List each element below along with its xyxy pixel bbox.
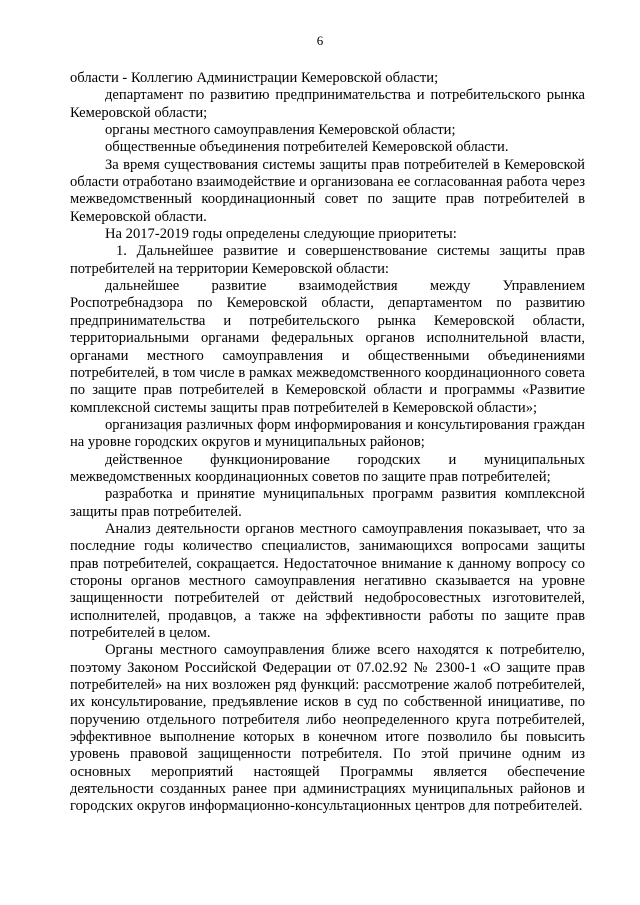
paragraph-continuation: области - Коллегию Администрации Кемеровской области; bbox=[70, 70, 439, 86]
paragraph-informing: организация различных форм информирования и консультирования граждан на уровне городских округов и муниципальных районов; bbox=[70, 416, 585, 451]
paragraph-public-associations: общественные объединения потребителей Кемеровской области. bbox=[105, 139, 509, 156]
paragraph-local-authorities: Органы местного самоуправления ближе всего находятся к потребителю, поэтому Законом Российской Федерации от 07.02.92 № 2300-1 «О защите прав потребителей» на них возложен ряд функций: рассмотрение жалоб потребителей, их консультирование, предъявление исков в суд по собственной инициативе, по поручению отдельного потребителя либо неопределенного круга потребителей, эффективное выполнение которых в конечном итоге позволило бы повысить уровень правовой защищенности потребителя. По этой причине одним из основных мероприятий настоящей Программы является обеспечение деятельности созданных ранее при администрациях муниципальных районов и городских округов информационно-консультационных центров для потребителей. bbox=[70, 642, 585, 815]
page-number: 6 bbox=[316, 33, 324, 48]
priority-item-1: 1. Дальнейшее развитие и совершенствование системы защиты прав потребителей на территории Кемеровской области: bbox=[70, 243, 585, 277]
paragraph-councils: действенное функционирование городских и муниципальных межведомственных координационных советов по защите прав потребителей; bbox=[70, 451, 585, 485]
paragraph-local-government: органы местного самоуправления Кемеровской области; bbox=[105, 122, 456, 139]
paragraph-analysis: Анализ деятельности органов местного самоуправления показывает, что за последние годы количество специалистов, занимающихся вопросами защиты прав потребителей, сокращается. Недостаточное внимание к данному вопросу со стороны органов местного самоуправления негативно сказывается на уровне защищенности потребителей от действий недобросовестных изготовителей, исполнителей, продавцов, а также на эффективности работы по защите прав потребителей в целом. bbox=[70, 520, 585, 641]
paragraph-interaction-development: дальнейшее развитие взаимодействия между Управлением Роспотребнадзора по Кемеровской области, департаментом по развитию предпринимательства и потребительского рынка Кемеровской области, территориальными органами федеральных органов исполнительной власти, органами местного самоуправления и общественными объединениями потребителей, в том числе в рамках межведомственного координационного совета по защите прав потребителей в Кемеровской области и программы «Развитие комплексной системы защиты прав потребителей в Кемеровской области»; bbox=[70, 278, 585, 416]
paragraph-department: департамент по развитию предпринимательства и потребительского рынка Кемеровской области; bbox=[70, 87, 585, 121]
paragraph-municipal-programs: разработка и принятие муниципальных программ развития комплексной защиты прав потребителей. bbox=[70, 486, 585, 520]
paragraph-priorities-intro: На 2017-2019 годы определены следующие приоритеты: bbox=[105, 226, 457, 243]
paragraph-system-history: За время существования системы защиты прав потребителей в Кемеровской области отработано взаимодействие и организована ее согласованная работа через межведомственный координационный совет по защите прав потребителей в Кемеровской области. bbox=[70, 156, 585, 225]
document-body bbox=[70, 70, 585, 816]
